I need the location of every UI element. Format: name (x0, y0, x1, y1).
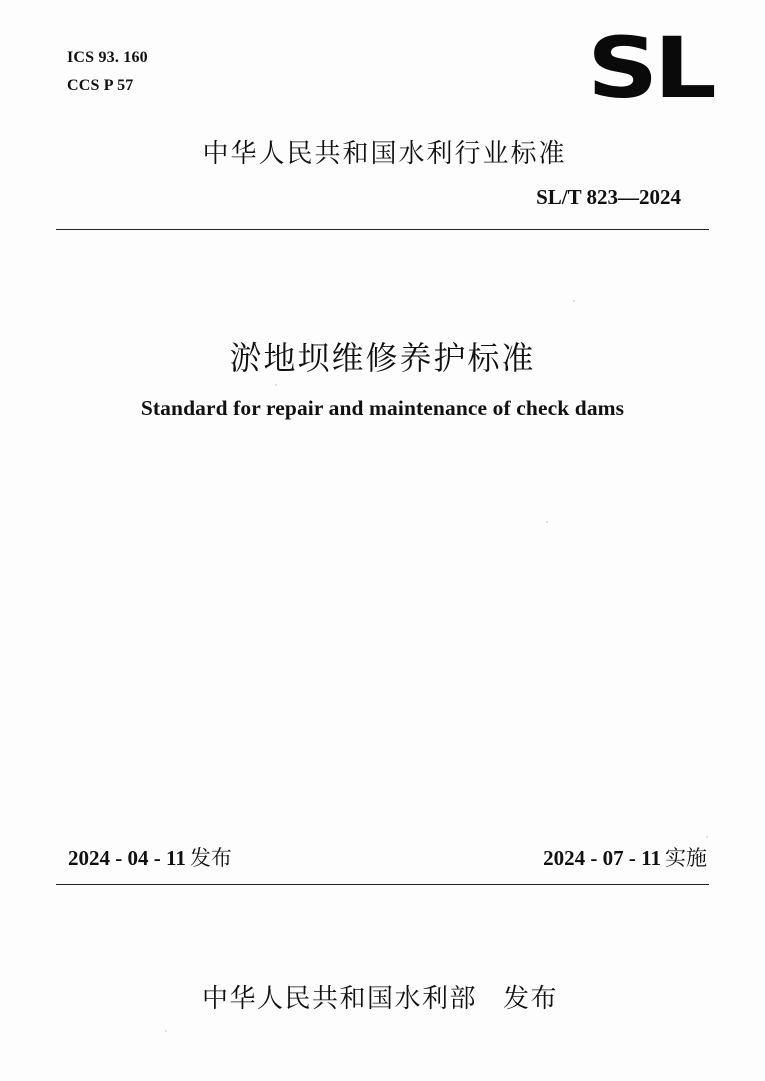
publisher-line (202, 978, 558, 1015)
scan-speck (275, 384, 277, 386)
industry-standard-text: 中华人民共和国水利行业标准 (202, 139, 567, 169)
issue-label: 发布 (189, 846, 232, 870)
classification-codes (67, 44, 148, 100)
sl-logo: SL (587, 19, 713, 117)
title-chinese: 淤地坝维修养护标准 (229, 339, 536, 377)
publisher-name: 中华人民共和国水利部 (202, 984, 478, 1014)
publisher-action: 发布 (503, 984, 559, 1014)
implement-label: 实施 (665, 846, 707, 870)
implement-date-block (543, 842, 707, 872)
ics-code: ICS 93. 160 (67, 49, 148, 66)
scan-speck (165, 1030, 167, 1032)
issue-date: 2024 - 04 - 11 (68, 846, 186, 870)
issue-date-block (68, 842, 232, 872)
top-divider (56, 229, 709, 230)
industry-standard-heading (0, 133, 765, 170)
ccs-code: CCS P 57 (67, 77, 134, 94)
scan-speck (546, 521, 548, 523)
title-english: Standard for repair and maintenance of check dams (140, 396, 625, 420)
implement-date: 2024 - 07 - 11 (543, 846, 661, 870)
standard-number: SL/T 823—2024 (536, 185, 681, 209)
scan-speck (573, 300, 575, 302)
scan-speck (706, 836, 708, 838)
bottom-divider (56, 884, 709, 885)
